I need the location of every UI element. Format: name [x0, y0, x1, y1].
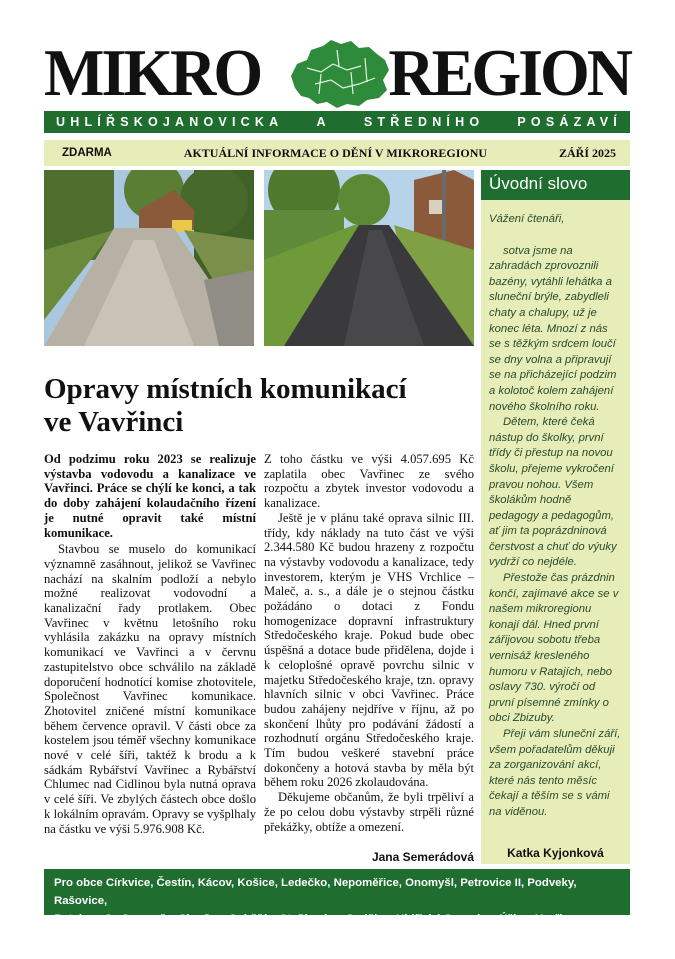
photo-road-before: [44, 170, 254, 346]
masthead: [44, 35, 630, 110]
footer-municipalities: [44, 869, 630, 943]
editorial-sidebar: [481, 170, 630, 864]
price-label: ZDARMA: [62, 147, 112, 159]
sidebar-body: [481, 200, 630, 821]
photo-road-after: [264, 170, 474, 346]
article-paragraph: Děkujeme občanům, že byli trpěliví a že po celou dobu výstavby strpěli různé překážky, obtíže a omezení.: [264, 790, 474, 834]
headline-line: ve Vavřinci: [44, 406, 184, 438]
article-paragraph: Ještě je v plánu také oprava silnic III. třídy, kdy náklady na tuto část ve výši 2.344.580 Kč budou hrazeny z rozpočtu na výstavby vodovodu a kanalizace, tedy investorem, kterým je VHS Vrchlice – Maleč, a. s., a dále je o stejnou částku požádáno o dotaci z Fondu homogenizace dopravní infrastruktury Středočeského kraje. Pokud bude obec úspěšná a dotace bude přidělena, dojde i k celoplošné opravě povrchu silnic v majetku Středočeského kraje, tzn. opravy hlavních silnic v obci Vavřinec. Práce budou zahájeny nejdříve v říjnu, až po skončení lhůty pro podávání žádostí a rozhodnutí orgánu Středočeského kraje. Tím budou veškeré stavební práce dokončeny a hotová stavba by měla být během roku 2026 zkolaudována.: [264, 510, 474, 790]
article-paragraph: Z toho částku ve výši 4.057.695 Kč zaplatila obec Vavřinec ze svého rozpočtu a zbytek investor vodovodu a kanalizace.: [264, 452, 474, 511]
masthead-title-left: MIKRO: [44, 35, 261, 110]
sidebar-paragraph: Přestože čas prázdnin končí, zajímavé akce se v našem mikroregionu konají dál. Hned první zářijovou sobotu třeba vernisáž kresleného humoru v Ratajích, nebo oslavy 730. výročí od první písemné zmínky o obci Zbizuby.: [489, 572, 619, 725]
sidebar-author: Katka Kyjonková: [507, 846, 604, 860]
sidebar-paragraph: Přeji vám sluneční září, všem pořadatelům děkuji za zorganizování akcí, které nás tento měsíc čekají a těším se s vámi na viděnou.: [489, 728, 621, 818]
sidebar-paragraph: Dětem, které čeká nástup do školky, první třídy či přestup na novou školu, přejeme vykročení pravou nohou. Všem školákům hodně pedagogy a pedagogům, ať jim ta poprázdninová čerstvost a chuť do výuky vydrží co nejdéle.: [489, 416, 617, 569]
article-author: Jana Semerádová: [371, 850, 474, 864]
masthead-subtitle-band: [44, 111, 630, 133]
subtitle-word: STŘEDNÍHO: [363, 115, 485, 129]
article-column-2: [264, 452, 474, 834]
article-column-1: [44, 452, 256, 836]
article-headline: [44, 373, 474, 439]
subtitle-word: A: [316, 115, 331, 129]
tagline: AKTUÁLNÍ INFORMACE O DĚNÍ V MIKROREGIONU: [183, 145, 488, 160]
region-map-logo: [281, 38, 395, 108]
sidebar-greeting: Vážení čtenáři,: [489, 213, 565, 225]
footer-line: Rataje n. S., Samopše, Skvrňov, Soběšín, Staňkovice, Sudějov, Uhlířské Janovice, Úžice, Vavřinec, Zbizuby: [54, 913, 586, 943]
issue-date: ZÁŘÍ 2025: [558, 145, 616, 160]
subtitle-word: POSÁZAVÍ: [517, 115, 622, 129]
footer-line: Pro obce Církvice, Čestín, Kácov, Košice, Ledečko, Nepoměřice, Onomyšl, Petrovice II, Podveky, Rašovice,: [54, 877, 577, 907]
article-paragraph: Stavbou se muselo do komunikací významně zasáhnout, jelikož se Vavřinec nachází na skalním podloží a nebylo možné realizovat vodovodní a kanalizační řady protlakem. Obec Vavřinec v květnu letošního roku vyhlásila zakázku na opravy místních komunikací ve Vavřinci a v červnu zastupitelstvo obce schválilo na základě doporučení hodnotící komise zhotovitele, Společnost Vavřinec komunikace. Zhotovitel zničené místní komunikace během července opravil. V části obce za kostelem jsou téměř všechny komunikace nové v celé šíři, taktéž k brodu a k sádkám Rybářství Vavřinec a Rybářství Chlumec nad Cidlinou byla nutná oprava v celé šíři. Ve zbylých částech obce došlo k lokálním opravám. Opravy se vyšplhaly na částku ve výši 5.976.908 Kč.: [44, 542, 256, 836]
article-lead: Od podzimu roku 2023 se realizuje výstavba vodovodu a kanalizace ve Vavřinci. Práce se chýlí ke konci, a tak do doby zahájení kolaudačního řízení je nutné opravit také místní komunikace.: [44, 452, 256, 540]
sidebar-paragraph: sotva jsme na zahradách zprovoznili bazény, vytáhli lehátka a sluneční brýle, zabydleli chaty a chalupy, už je konec léta. Mnozí z nás se s těžkým srdcem loučí se dny volna a připravují se na přicházející podzim a kolotoč kolem zahájení nového školního roku.: [489, 244, 617, 413]
info-bar: [44, 140, 630, 166]
sidebar-heading: Úvodní slovo: [481, 170, 630, 200]
masthead-title-right: REGION: [388, 35, 630, 110]
subtitle-word: UHLÍŘSKOJANOVICKA: [56, 115, 284, 129]
headline-line: Opravy místních komunikací: [44, 373, 407, 405]
